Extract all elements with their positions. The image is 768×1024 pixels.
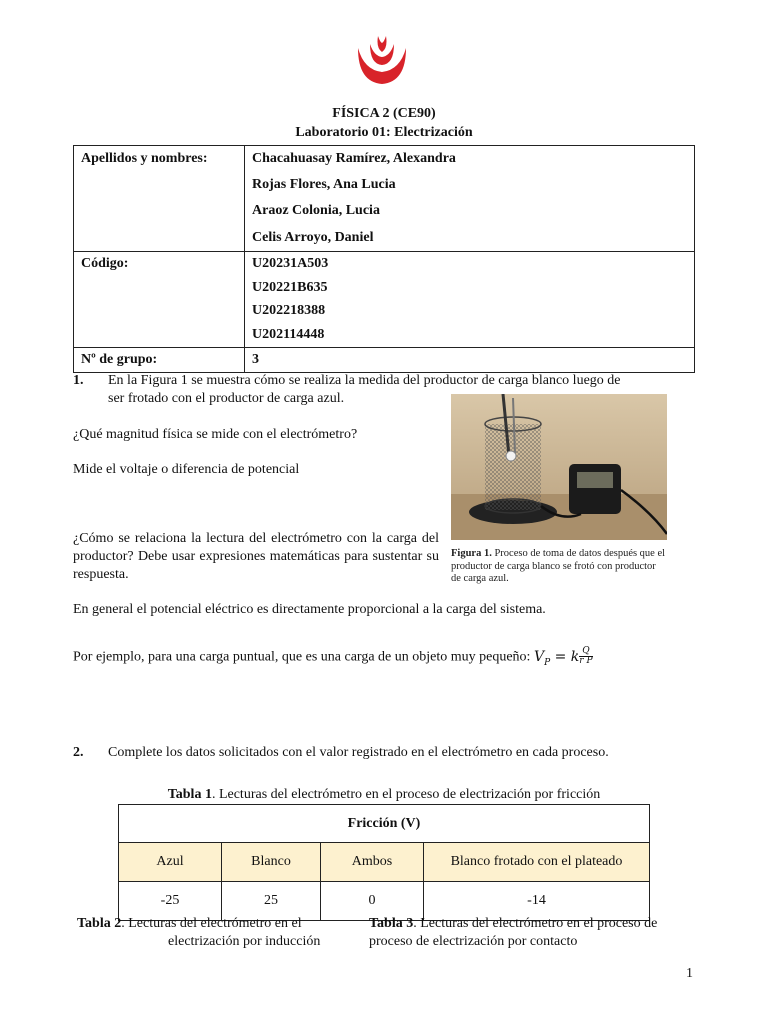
electrometer-photo bbox=[451, 394, 667, 540]
student-code: U202114448 bbox=[252, 327, 325, 343]
group-label-cell: Nº de grupo: bbox=[74, 347, 245, 372]
table1-value: -25 bbox=[119, 882, 222, 921]
group-cell: 3 bbox=[245, 347, 695, 372]
table1-caption: Tabla 1. Lecturas del electrómetro en el proceso de electrización por fricción bbox=[167, 787, 601, 802]
course-title: FÍSICA 2 (CE90) bbox=[332, 106, 436, 121]
question-1-text-line2: ser frotado con el productor de carga azul. bbox=[108, 391, 345, 406]
student-code: U202218388 bbox=[252, 303, 326, 319]
student-code: U20231A503 bbox=[252, 255, 329, 271]
student-name: Araoz Colonia, Lucia bbox=[252, 203, 380, 219]
table1-value: 25 bbox=[222, 882, 321, 921]
table1-header: Fricción (V) bbox=[119, 805, 650, 843]
table3-caption-line1: Tabla 3. Lecturas del electrómetro en el proceso de bbox=[369, 916, 658, 931]
table2-caption-line2: electrización por inducción bbox=[168, 934, 321, 949]
question-2-number: 2. bbox=[73, 745, 84, 760]
table1-value: 0 bbox=[321, 882, 424, 921]
example-text: Por ejemplo, para una carga puntual, que es una carga de un objeto muy pequeño: bbox=[73, 649, 531, 665]
answer-1b: En general el potencial eléctrico es directamente proporcional a la carga del sistema. bbox=[73, 602, 546, 617]
codes-cell bbox=[245, 251, 695, 347]
names-cell bbox=[245, 146, 695, 252]
code-label-cell: Código: bbox=[74, 251, 245, 347]
table1-col-header: Azul bbox=[119, 843, 222, 882]
table1-col-header: Ambos bbox=[321, 843, 424, 882]
names-label-cell: Apellidos y nombres: bbox=[74, 146, 245, 252]
question-1a: ¿Qué magnitud física se mide con el electrómetro? bbox=[73, 427, 358, 442]
lab-title: Laboratorio 01: Electrización bbox=[295, 125, 473, 140]
question-1-text-line1: En la Figura 1 se muestra cómo se realiza la medida del productor de carga blanco luego de bbox=[108, 373, 621, 388]
student-name: Chacahuasay Ramírez, Alexandra bbox=[252, 151, 456, 166]
page-number: 1 bbox=[686, 966, 693, 981]
student-name: Rojas Flores, Ana Lucia bbox=[252, 177, 396, 193]
question-2-text: Complete los datos solicitados con el valor registrado en el electrómetro en cada proceso. bbox=[108, 745, 609, 760]
student-info-table bbox=[73, 145, 695, 373]
figure-caption: Figura 1. Proceso de toma de datos después que el productor de carga blanco se frotó con productor de carga azul. bbox=[451, 548, 666, 584]
table1-col-header: Blanco bbox=[222, 843, 321, 882]
table3-caption-line2: proceso de electrización por contacto bbox=[369, 934, 578, 949]
answer-1a: Mide el voltaje o diferencia de potencial bbox=[73, 462, 300, 477]
student-code: U20221B635 bbox=[252, 279, 328, 295]
question-1b: ¿Cómo se relaciona la lectura del electrómetro con la carga del productor? Debe usar expresiones matemáticas para sustentar su respuesta. bbox=[73, 531, 439, 582]
potential-formula: $V_P = k$ $\frac{Q}{\text{r P}}$ bbox=[533, 646, 593, 668]
example-line bbox=[73, 647, 713, 671]
table1-value: -14 bbox=[424, 882, 650, 921]
question-1-number: 1. bbox=[73, 373, 84, 388]
university-logo bbox=[354, 34, 410, 86]
table2-caption-line1: Tabla 2. Lecturas del electrómetro en el bbox=[77, 916, 302, 931]
table1-col-header: Blanco frotado con el plateado bbox=[424, 843, 650, 882]
student-name: Celis Arroyo, Daniel bbox=[252, 229, 374, 245]
friction-readings-table bbox=[118, 804, 650, 921]
